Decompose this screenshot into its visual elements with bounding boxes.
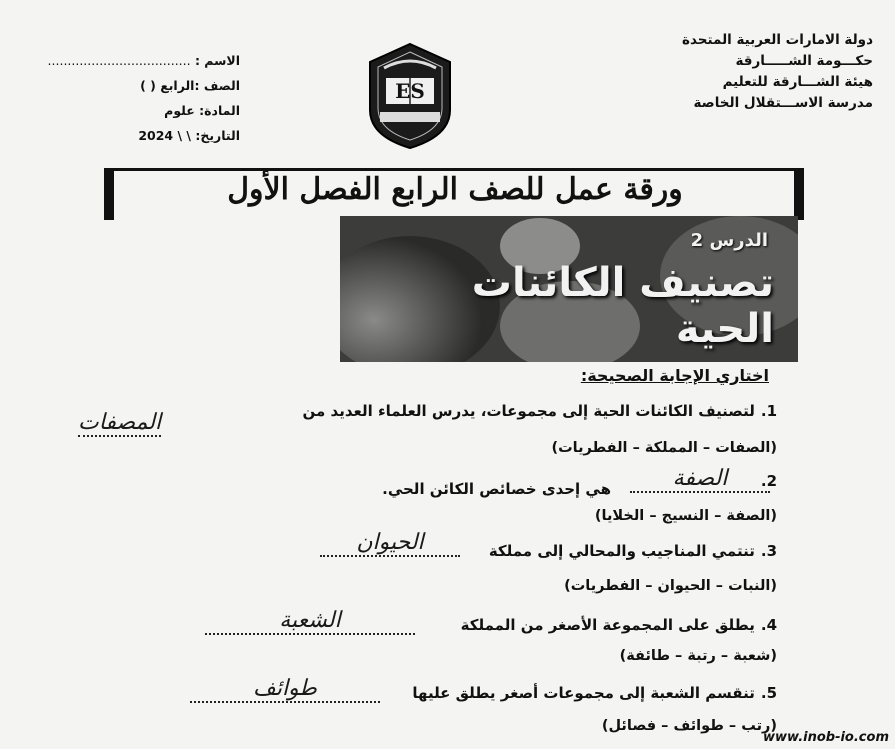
- lesson-number: الدرس 2: [690, 230, 768, 251]
- options-4: (شعبة – رتبة – طائفة): [619, 648, 777, 664]
- answer-5[interactable]: طوائف: [190, 676, 380, 703]
- question-number: 1.: [760, 402, 777, 420]
- answer-3[interactable]: الحيوان: [320, 530, 460, 557]
- lesson-title-line: الحية: [675, 306, 774, 352]
- question-5: [412, 684, 777, 702]
- school-header: [663, 30, 873, 114]
- lesson-title: [354, 260, 774, 352]
- answer-1[interactable]: المصفات: [78, 410, 162, 435]
- question-number: 5.: [760, 684, 777, 702]
- question-number: 4.: [760, 616, 777, 634]
- header-line: دولة الامارات العربية المتحدة: [682, 32, 873, 48]
- answer-2[interactable]: الصفة: [630, 466, 770, 493]
- header-line: هيئة الشـــارقة للتعليم: [722, 74, 873, 90]
- question-text: تنتمي المناجيب والمحالي إلى مملكة: [488, 542, 755, 560]
- header-line: مدرسة الاســـتقلال الخاصة: [693, 95, 873, 111]
- worksheet-title: ورقة عمل للصف الرابع الفصل الأول: [227, 172, 683, 207]
- header-line: حكـــومة الشـــــارقة: [735, 53, 873, 69]
- subject-label: المادة: علوم: [164, 103, 240, 118]
- options-2: (الصفة – النسيج – الخلايا): [594, 508, 777, 524]
- question-number: 2.: [760, 472, 777, 490]
- logo-letters: ES: [395, 79, 425, 103]
- options-1: (الصفات – المملكة – الفطريات): [551, 440, 777, 456]
- options-3: (النبات – الحيوان – الفطريات): [564, 578, 777, 594]
- question-4: [461, 616, 777, 634]
- answer-4[interactable]: الشعبة: [205, 608, 415, 635]
- name-label: الاسم :: [194, 53, 240, 68]
- question-text: يطلق على المجموعة الأصغر من المملكة: [460, 616, 755, 634]
- name-row: [40, 48, 240, 73]
- school-logo: [364, 40, 456, 150]
- class-label: الصف :الرابع ( ): [140, 78, 240, 93]
- question-text: لتصنيف الكائنات الحية إلى مجموعات، يدرس العلماء العديد من: [302, 402, 755, 420]
- question-1: [303, 402, 777, 420]
- question-text: تنقسم الشعبة إلى مجموعات أصغر يطلق عليها: [412, 684, 755, 702]
- question-3: [489, 542, 777, 560]
- question-number: 3.: [760, 542, 777, 560]
- options-5: (رتب – طوائف – فصائل): [601, 718, 777, 734]
- instruction: اختاري الإجابة الصحيحة:: [580, 366, 769, 385]
- date-label: التاريخ: \ \ 2024: [138, 128, 240, 143]
- question-2-text: هي إحدى خصائص الكائن الحي.: [382, 480, 611, 498]
- student-info: [40, 48, 240, 148]
- lesson-title-line: تصنيف الكائنات: [471, 260, 774, 306]
- watermark-url: www.inob-io.com: [763, 730, 889, 745]
- name-field[interactable]: ....................................: [47, 53, 191, 68]
- lesson-banner: [340, 216, 798, 362]
